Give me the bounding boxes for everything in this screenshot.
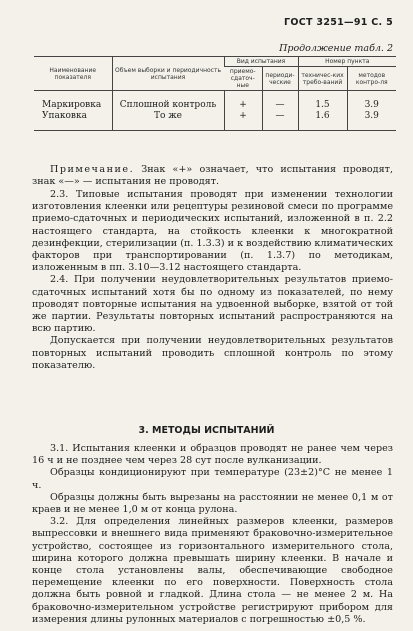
row-requirements: 1.6 — [298, 111, 347, 131]
paragraph: 2.3. Типовые испытания проводят при изменении технологии изготовления клеенки или рецептуры резиновой смеси по программе приемо-сдаточных и периодических испытаний, изложенной в п. 2.2 настоящего стандарта, на стойкость клеенки к многократной дезинфекции, стерилизации (п. 1.3.3) и к воздействию климатических факторов при транспортировании (п. 1.3.7) по методикам, изложенным в пп. 3.10—3.12 настоящего стандарта. — [32, 189, 393, 274]
row-periodic: — — [262, 111, 298, 131]
page-header: ГОСТ 3251—91 С. 5 — [284, 17, 393, 28]
table-row — [34, 111, 396, 131]
paragraph: Образцы должны быть вырезаны на расстоянии не менее 0,1 м от краев и не менее 1,0 м от конца рулона. — [32, 491, 393, 516]
row-scope: То же — [112, 111, 224, 131]
table-note — [32, 164, 393, 188]
header-test-type: Вид испытания — [224, 57, 298, 67]
header-acceptance: приемо-сдаточ-ные — [224, 67, 262, 91]
table-caption: Продолжение табл. 2 — [279, 43, 393, 54]
paragraph: 3.1. Испытания клеенки и образцов проводят не ранее чем через 16 ч и не позднее чем через 28 сут после вулканизации. — [32, 443, 393, 467]
paragraph: Образцы кондиционируют при температуре (23±2)°С не менее 1 ч. — [32, 467, 393, 491]
note-label: Примечание. — [50, 164, 135, 175]
paragraph: 2.4. При получении неудовлетворительных результатов приемо-сдаточных испытаний хотя бы по одному из показателей, по нему проводят повторные испытания на удвоенной выборке, взятой от той же партии. Результаты повторных испытаний распространяются на всю партию. — [32, 274, 393, 335]
section-heading: 3. МЕТОДЫ ИСПЫТАНИЙ — [138, 425, 275, 436]
section-2-text — [32, 189, 393, 372]
header-methods: методов контро-ля — [347, 67, 396, 91]
row-scope: Сплошной контроль — [112, 91, 224, 112]
note-text: Знак «+» означает, что испытания проводят, знак «—» — испытания не проводят. — [32, 164, 393, 188]
row-acceptance: + — [224, 111, 262, 131]
row-method: 3.9 — [347, 111, 396, 131]
paragraph: Допускается при получении неудовлетворительных результатов повторных испытаний проводить сплошной контроль по этому показателю. — [32, 335, 393, 371]
header-scope: Объем выборки и периодичность испытания — [112, 57, 224, 91]
test-table — [34, 56, 396, 131]
header-requirements: техничес-ких требо-ваний — [298, 67, 347, 91]
row-periodic: — — [262, 91, 298, 112]
row-name: Маркировка — [42, 100, 102, 110]
row-requirements: 1.5 — [298, 91, 347, 112]
table-row — [34, 91, 396, 112]
row-acceptance: + — [224, 91, 262, 112]
section-3-text — [32, 443, 393, 626]
row-name: Упаковка — [34, 111, 112, 131]
paragraph: 3.2. Для определения линейных размеров клеенки, размеров выпрессовки и внешнего вида применяют браковочно-измерительное устройство, состоящее из горизонтального измерительного стола, ширина которого должна превышать ширину клеенки. В начале и конце стола установлены валы, обеспечивающие свободное перемещение клеенки по его поверхности. Поверхность стола должна быть ровной и гладкой. Длина стола — не менее 2 м. На браковочно-измерительном устройстве регистрируют прибором для измерения длины рулонных материалов с погрешностью ±0,5 %. — [32, 516, 393, 625]
header-clause-number: Номер пункта — [298, 57, 396, 67]
header-indicator: Наименование показателя — [34, 57, 112, 91]
header-periodic: периоди-ческие — [262, 67, 298, 91]
row-method: 3.9 — [347, 91, 396, 112]
